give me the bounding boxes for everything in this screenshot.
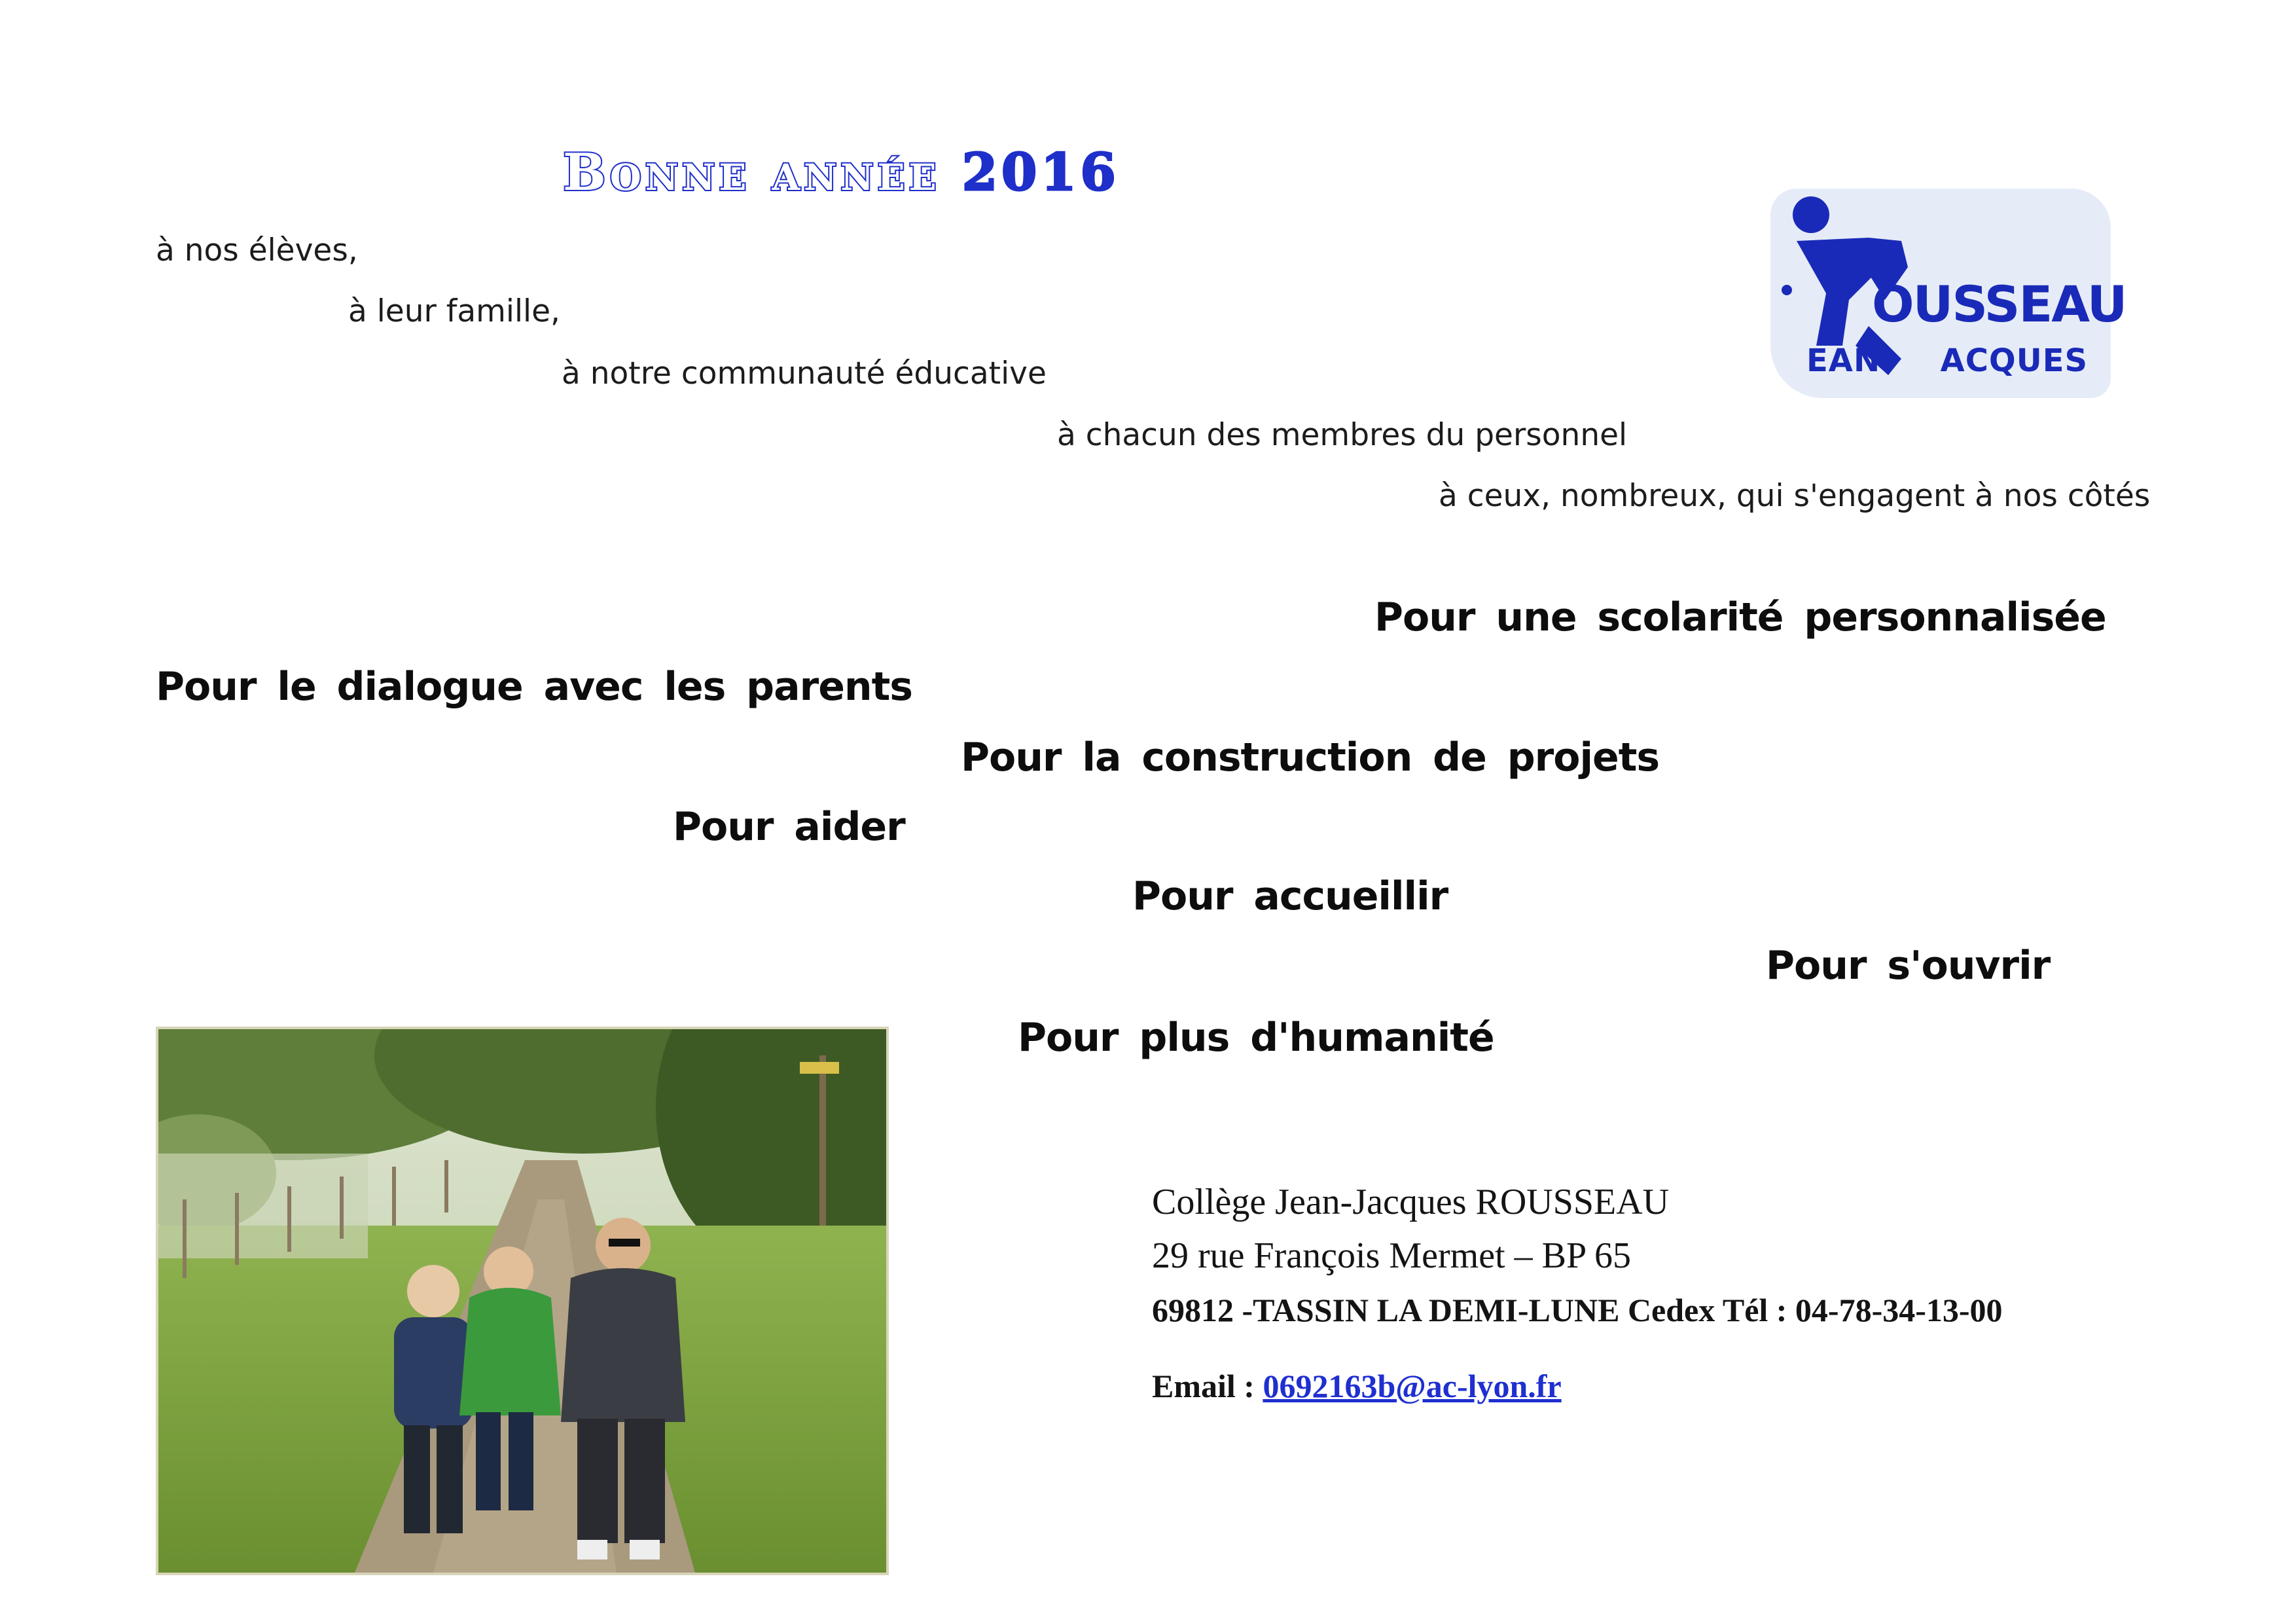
school-name: Collège Jean-Jacques ROUSSEAU <box>1152 1182 1670 1222</box>
motto-line: Pour une scolarité personnalisée <box>1374 594 2106 640</box>
motto-line: Pour plus d'humanité <box>1018 1015 1494 1061</box>
email-link[interactable]: 0692163b@ac-lyon.fr <box>1263 1368 1562 1404</box>
motto-line: Pour le dialogue avec les parents <box>156 664 913 710</box>
school-street: 29 rue François Mermet – BP 65 <box>1152 1235 1632 1276</box>
greeting-line: à notre communauté éducative <box>562 356 1047 392</box>
page-title <box>563 143 1120 202</box>
motto-line: Pour la construction de projets <box>961 735 1660 780</box>
motto-line: Pour aider <box>673 804 905 850</box>
title-year: 2016 <box>961 143 1120 202</box>
students-hiking-photo <box>156 1027 889 1575</box>
greeting-line: à leur famille, <box>348 293 560 329</box>
school-email <box>1152 1367 1562 1405</box>
logo-jean-text <box>1806 342 2088 379</box>
logo-rousseau-text: OUSSEAU <box>1872 275 2126 333</box>
greeting-line: à nos élèves, <box>156 232 358 268</box>
motto-line: Pour s'ouvrir <box>1766 943 2051 989</box>
school-city-phone: 69812 -TASSIN LA DEMI-LUNE Cedex Tél : 04-78-34-13-00 <box>1152 1292 2003 1328</box>
logo-jean-part: EAN <box>1806 342 1881 379</box>
email-label: Email : <box>1152 1368 1263 1404</box>
title-text: Bonne année <box>563 143 941 202</box>
photo-illustration <box>158 1029 886 1573</box>
greeting-line: à ceux, nombreux, qui s'engagent à nos côtés <box>1439 478 2151 514</box>
motto-line: Pour accueillir <box>1132 873 1448 919</box>
logo-jacques-part: ACQUES <box>1940 342 2089 379</box>
greeting-line: à chacun des membres du personnel <box>1057 417 1628 453</box>
